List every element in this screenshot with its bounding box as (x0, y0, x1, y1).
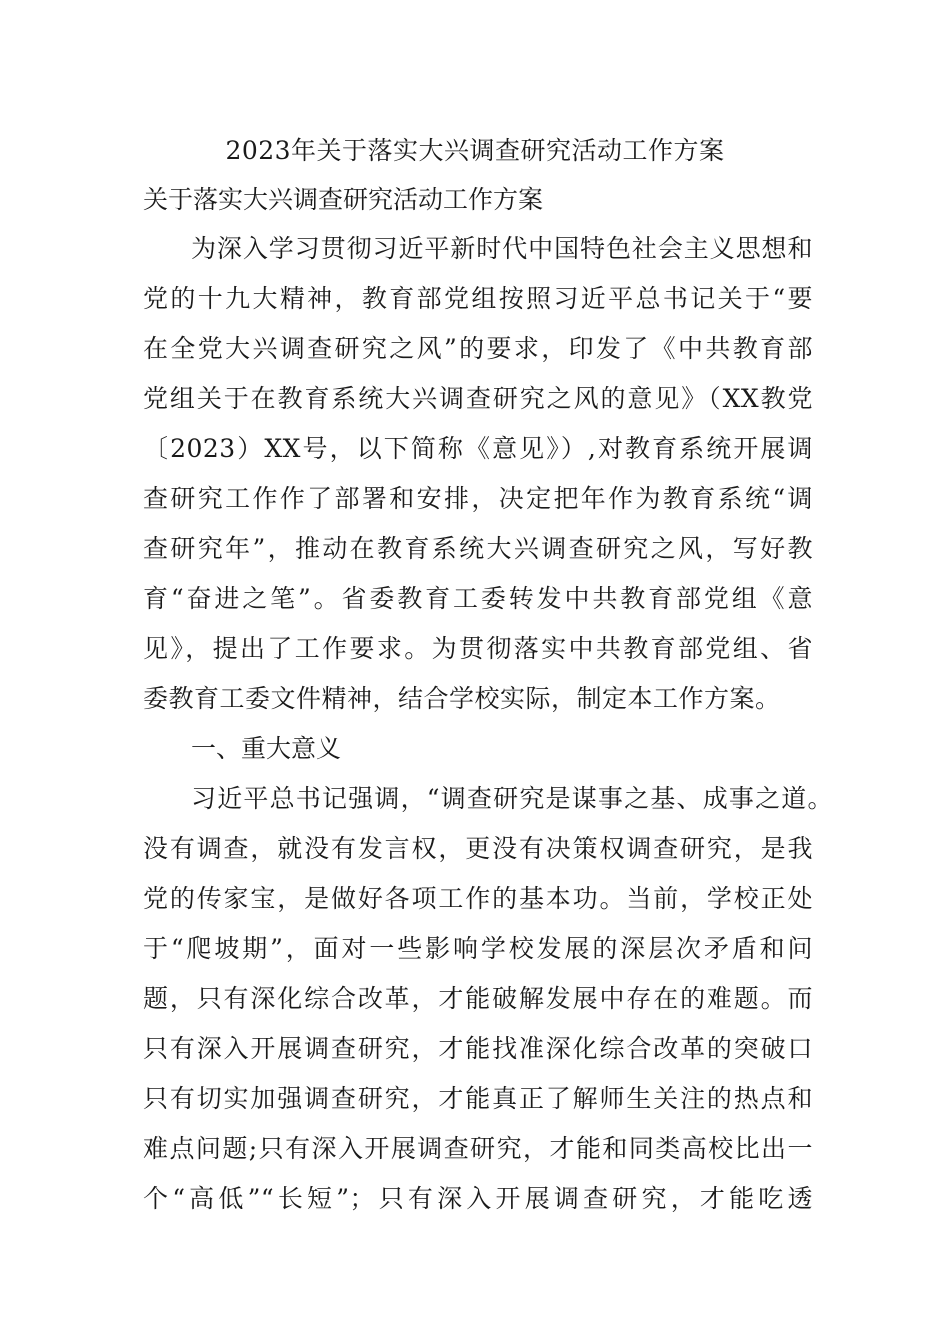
paragraph-1-line: 查研究工作作了部署和安排，决定把年作为教育系统“调 (143, 484, 813, 513)
paragraph-1-line: 在全党大兴调查研究之风”的要求，印发了《中共教育部 (143, 334, 813, 363)
paragraph-2-line: 没有调查，就没有发言权，更没有决策权调查研究，是我 (143, 834, 813, 863)
document-title: 2023年关于落实大兴调查研究活动工作方案 (225, 136, 725, 165)
document-subtitle: 关于落实大兴调查研究活动工作方案 (143, 185, 544, 214)
paragraph-1-line: 〔2023）XX号，以下简称《意见》）,对教育系统开展调 (143, 434, 813, 463)
paragraph-2-line: 题，只有深化综合改革，才能破解发展中存在的难题。而 (143, 984, 813, 1013)
paragraph-1-line: 为深入学习贯彻习近平新时代中国特色社会主义思想和 (191, 234, 813, 263)
paragraph-1-line: 委教育工委文件精神，结合学校实际，制定本工作方案。 (143, 684, 781, 713)
paragraph-2-line: 习近平总书记强调，“调查研究是谋事之基、成事之道。 (191, 784, 833, 813)
section-heading: 一、重大意义 (191, 734, 342, 763)
paragraph-1-line: 育“奋进之笔”。省委教育工委转发中共教育部党组《意 (143, 584, 813, 613)
paragraph-1-line: 党组关于在教育系统大兴调查研究之风的意见》（XX教党 (143, 384, 813, 413)
paragraph-2-line: 只有切实加强调查研究，才能真正了解师生关注的热点和 (143, 1084, 813, 1113)
paragraph-2-line: 个“高低”“长短”；只有深入开展调查研究，才能吃透 (143, 1184, 813, 1213)
paragraph-1-line: 见》，提出了工作要求。为贯彻落实中共教育部党组、省 (143, 634, 813, 663)
paragraph-2-line: 只有深入开展调查研究，才能找准深化综合改革的突破口 (143, 1034, 813, 1063)
paragraph-2-line: 于“爬坡期”，面对一些影响学校发展的深层次矛盾和问 (143, 934, 813, 963)
paragraph-2-line: 党的传家宝，是做好各项工作的基本功。当前，学校正处 (143, 884, 813, 913)
paragraph-1-line: 查研究年”，推动在教育系统大兴调查研究之风，写好教 (143, 534, 813, 563)
paragraph-1-line: 党的十九大精神，教育部党组按照习近平总书记关于“要 (143, 284, 813, 313)
paragraph-2-line: 难点问题;只有深入开展调查研究，才能和同类高校比出一 (143, 1134, 813, 1163)
